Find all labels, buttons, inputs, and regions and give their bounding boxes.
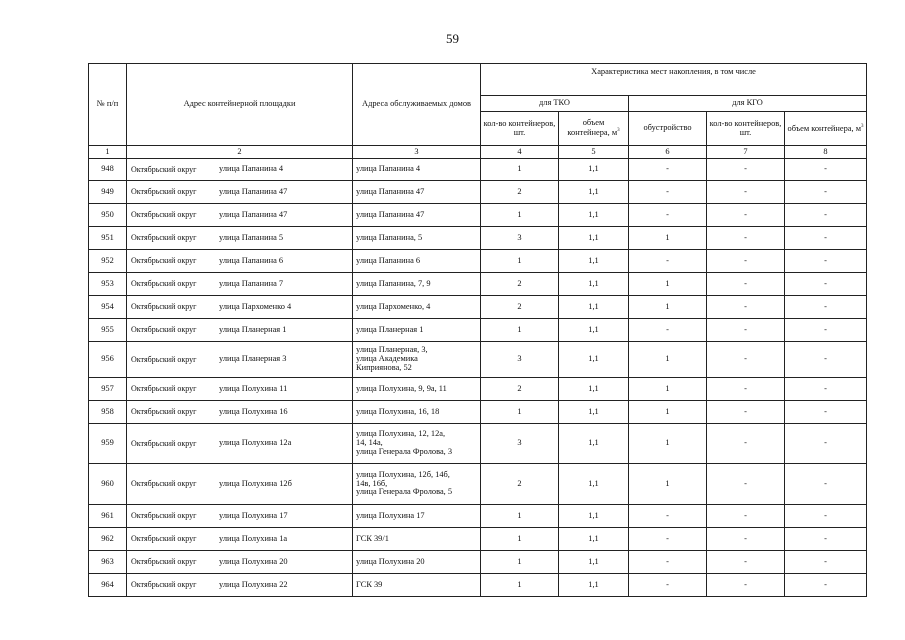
- table-row: [89, 464, 867, 505]
- street-label: улица Планерная 1: [219, 324, 287, 334]
- kgo-arrangement-cell: -: [629, 159, 707, 181]
- column-number: 4: [481, 146, 559, 159]
- street-label: улица Полухина 1а: [219, 533, 288, 543]
- served-houses-cell: улица Полухина, 12, 12а, 14, 14а, улица Генерала Фролова, 3: [353, 424, 481, 464]
- served-houses-cell: улица Пархоменко, 4: [353, 296, 481, 319]
- kgo-volume-cell: -: [785, 273, 867, 296]
- table-row: [89, 204, 867, 227]
- tko-volume-cell: 1,1: [559, 250, 629, 273]
- table-row: [89, 378, 867, 401]
- tko-volume-cell: 1,1: [559, 551, 629, 574]
- tko-count-cell: 1: [481, 505, 559, 528]
- served-houses-cell: улица Папанина 6: [353, 250, 481, 273]
- header-served-houses: Адреса обслуживаемых домов: [353, 64, 481, 146]
- kgo-arrangement-cell: 1: [629, 296, 707, 319]
- tko-volume-cell: 1,1: [559, 378, 629, 401]
- okrug-label: Октябрьский округ: [131, 407, 197, 417]
- tko-count-cell: 1: [481, 159, 559, 181]
- row-number: 962: [89, 528, 127, 551]
- table-row: [89, 159, 867, 181]
- site-address-cell: [127, 401, 353, 424]
- tko-volume-cell: 1,1: [559, 227, 629, 250]
- kgo-count-cell: -: [707, 159, 785, 181]
- kgo-volume-cell: -: [785, 227, 867, 250]
- row-number: 949: [89, 181, 127, 204]
- kgo-volume-cell: -: [785, 464, 867, 505]
- okrug-label: Октябрьский округ: [131, 233, 197, 243]
- tko-count-cell: 3: [481, 342, 559, 378]
- row-number: 964: [89, 574, 127, 597]
- header-kgo: для КГО: [629, 96, 867, 112]
- tko-volume-cell: 1,1: [559, 204, 629, 227]
- okrug-label: Октябрьский округ: [131, 479, 197, 489]
- table-row: [89, 227, 867, 250]
- kgo-volume-cell: -: [785, 401, 867, 424]
- okrug-label: Октябрьский округ: [131, 210, 197, 220]
- row-number: 948: [89, 159, 127, 181]
- column-number: 7: [707, 146, 785, 159]
- street-label: улица Пархоменко 4: [219, 301, 292, 311]
- tko-count-cell: 1: [481, 204, 559, 227]
- column-number: 2: [127, 146, 353, 159]
- tko-volume-cell: 1,1: [559, 296, 629, 319]
- street-label: улица Полухина 17: [219, 510, 288, 520]
- tko-volume-cell: 1,1: [559, 424, 629, 464]
- kgo-volume-cell: -: [785, 551, 867, 574]
- kgo-arrangement-cell: -: [629, 528, 707, 551]
- row-number: 960: [89, 464, 127, 505]
- okrug-label: Октябрьский округ: [131, 164, 197, 174]
- site-address-cell: [127, 342, 353, 378]
- tko-volume-cell: 1,1: [559, 401, 629, 424]
- tko-count-cell: 2: [481, 464, 559, 505]
- kgo-count-cell: -: [707, 273, 785, 296]
- site-address-cell: [127, 227, 353, 250]
- site-address-cell: [127, 204, 353, 227]
- kgo-count-cell: -: [707, 296, 785, 319]
- tko-volume-cell: 1,1: [559, 159, 629, 181]
- column-number-row: [89, 146, 867, 159]
- kgo-count-cell: -: [707, 528, 785, 551]
- street-label: улица Папанина 47: [219, 209, 288, 219]
- table-row: [89, 401, 867, 424]
- okrug-label: Октябрьский округ: [131, 279, 197, 289]
- header-kgo-volume: объем контейнера, $м^3$: [785, 112, 867, 146]
- header-num: № п/п: [89, 64, 127, 146]
- row-number: 955: [89, 319, 127, 342]
- kgo-volume-cell: -: [785, 378, 867, 401]
- tko-count-cell: 1: [481, 574, 559, 597]
- tko-volume-cell: 1,1: [559, 181, 629, 204]
- site-address-cell: [127, 181, 353, 204]
- street-label: улица Папанина 7: [219, 278, 284, 288]
- kgo-count-cell: -: [707, 342, 785, 378]
- kgo-arrangement-cell: 1: [629, 273, 707, 296]
- kgo-arrangement-cell: 1: [629, 424, 707, 464]
- kgo-arrangement-cell: -: [629, 551, 707, 574]
- tko-volume-cell: 1,1: [559, 528, 629, 551]
- okrug-label: Октябрьский округ: [131, 384, 197, 394]
- tko-count-cell: 1: [481, 551, 559, 574]
- kgo-volume-cell: -: [785, 296, 867, 319]
- row-number: 951: [89, 227, 127, 250]
- okrug-label: Октябрьский округ: [131, 534, 197, 544]
- kgo-volume-cell: -: [785, 250, 867, 273]
- site-address-cell: [127, 319, 353, 342]
- kgo-arrangement-cell: 1: [629, 401, 707, 424]
- kgo-volume-cell: -: [785, 342, 867, 378]
- table-row: [89, 250, 867, 273]
- served-houses-cell: улица Полухина 17: [353, 505, 481, 528]
- kgo-count-cell: -: [707, 181, 785, 204]
- kgo-volume-cell: -: [785, 424, 867, 464]
- served-houses-cell: улица Планерная, 3, улица Академика Киприянова, 52: [353, 342, 481, 378]
- header-tko: для ТКО: [481, 96, 629, 112]
- street-label: улица Полухина 11: [219, 383, 288, 393]
- kgo-arrangement-cell: -: [629, 250, 707, 273]
- kgo-volume-cell: -: [785, 319, 867, 342]
- site-address-cell: [127, 574, 353, 597]
- okrug-label: Октябрьский округ: [131, 187, 197, 197]
- okrug-label: Октябрьский округ: [131, 557, 197, 567]
- header-kgo-count: кол-во контейнеров, шт.: [707, 112, 785, 146]
- table-row: [89, 424, 867, 464]
- header-kgo-arrangement: обустройство: [629, 112, 707, 146]
- served-houses-cell: улица Папанина 47: [353, 204, 481, 227]
- table-row: [89, 319, 867, 342]
- okrug-label: Октябрьский округ: [131, 511, 197, 521]
- street-label: улица Полухина 16: [219, 406, 288, 416]
- tko-volume-cell: 1,1: [559, 342, 629, 378]
- kgo-volume-cell: -: [785, 204, 867, 227]
- street-label: улица Полухина 12б: [219, 478, 292, 488]
- kgo-count-cell: -: [707, 574, 785, 597]
- kgo-volume-cell: -: [785, 528, 867, 551]
- column-number: 1: [89, 146, 127, 159]
- kgo-count-cell: -: [707, 551, 785, 574]
- served-houses-cell: улица Папанина, 5: [353, 227, 481, 250]
- kgo-arrangement-cell: 1: [629, 227, 707, 250]
- kgo-count-cell: -: [707, 227, 785, 250]
- page-number: 59: [446, 31, 459, 46]
- row-number: 959: [89, 424, 127, 464]
- kgo-volume-cell: -: [785, 505, 867, 528]
- tko-volume-cell: 1,1: [559, 319, 629, 342]
- kgo-arrangement-cell: -: [629, 574, 707, 597]
- table-row: [89, 528, 867, 551]
- street-label: улица Папанина 4: [219, 164, 284, 174]
- served-houses-cell: улица Полухина, 12б, 14б, 14в, 16б, улица Генерала Фролова, 5: [353, 464, 481, 505]
- site-address-cell: [127, 528, 353, 551]
- column-number: 3: [353, 146, 481, 159]
- kgo-count-cell: -: [707, 204, 785, 227]
- tko-count-cell: 2: [481, 273, 559, 296]
- kgo-arrangement-cell: -: [629, 319, 707, 342]
- site-address-cell: [127, 424, 353, 464]
- street-label: улица Планерная 3: [219, 354, 287, 364]
- row-number: 950: [89, 204, 127, 227]
- served-houses-cell: улица Планерная 1: [353, 319, 481, 342]
- table-row: [89, 296, 867, 319]
- street-label: улица Папанина 5: [219, 232, 284, 242]
- kgo-arrangement-cell: -: [629, 505, 707, 528]
- served-houses-cell: улица Папанина 4: [353, 159, 481, 181]
- table-row: [89, 273, 867, 296]
- row-number: 963: [89, 551, 127, 574]
- column-number: 6: [629, 146, 707, 159]
- tko-volume-cell: 1,1: [559, 273, 629, 296]
- site-address-cell: [127, 551, 353, 574]
- kgo-arrangement-cell: 1: [629, 342, 707, 378]
- row-number: 958: [89, 401, 127, 424]
- header-characteristic: Характеристика мест накопления, в том числе: [481, 64, 867, 96]
- okrug-label: Октябрьский округ: [131, 325, 197, 335]
- kgo-arrangement-cell: -: [629, 181, 707, 204]
- okrug-label: Октябрьский округ: [131, 580, 197, 590]
- header-site-address: Адрес контейнерной площадки: [127, 64, 353, 146]
- header-tko-count: кол-во контейнеров, шт.: [481, 112, 559, 146]
- street-label: улица Папанина 47: [219, 186, 288, 196]
- served-houses-cell: ГСК 39/1: [353, 528, 481, 551]
- served-houses-cell: улица Папанина 47: [353, 181, 481, 204]
- kgo-volume-cell: -: [785, 574, 867, 597]
- tko-volume-cell: 1,1: [559, 574, 629, 597]
- kgo-volume-cell: -: [785, 181, 867, 204]
- tko-count-cell: 1: [481, 401, 559, 424]
- table-row: [89, 574, 867, 597]
- kgo-arrangement-cell: -: [629, 204, 707, 227]
- row-number: 953: [89, 273, 127, 296]
- table-row: [89, 505, 867, 528]
- header-tko-volume: объем контейнера, $м^3$: [559, 112, 629, 146]
- street-label: улица Полухина 22: [219, 579, 288, 589]
- site-address-cell: [127, 296, 353, 319]
- site-address-cell: [127, 159, 353, 181]
- container-sites-table: [88, 63, 867, 597]
- tko-count-cell: 1: [481, 319, 559, 342]
- okrug-label: Октябрьский округ: [131, 256, 197, 266]
- tko-count-cell: 1: [481, 250, 559, 273]
- kgo-count-cell: -: [707, 505, 785, 528]
- tko-count-cell: 3: [481, 227, 559, 250]
- site-address-cell: [127, 505, 353, 528]
- site-address-cell: [127, 250, 353, 273]
- kgo-volume-cell: -: [785, 159, 867, 181]
- street-label: улица Папанина 6: [219, 255, 284, 265]
- table-row: [89, 551, 867, 574]
- column-number: 5: [559, 146, 629, 159]
- served-houses-cell: улица Полухина, 16, 18: [353, 401, 481, 424]
- kgo-count-cell: -: [707, 319, 785, 342]
- kgo-count-cell: -: [707, 424, 785, 464]
- okrug-label: Октябрьский округ: [131, 438, 197, 448]
- street-label: улица Полухина 12а: [219, 438, 292, 448]
- row-number: 961: [89, 505, 127, 528]
- okrug-label: Октябрьский округ: [131, 302, 197, 312]
- kgo-count-cell: -: [707, 378, 785, 401]
- kgo-count-cell: -: [707, 464, 785, 505]
- served-houses-cell: ГСК 39: [353, 574, 481, 597]
- served-houses-cell: улица Папанина, 7, 9: [353, 273, 481, 296]
- kgo-count-cell: -: [707, 401, 785, 424]
- site-address-cell: [127, 273, 353, 296]
- site-address-cell: [127, 464, 353, 505]
- kgo-count-cell: -: [707, 250, 785, 273]
- tko-count-cell: 2: [481, 378, 559, 401]
- tko-volume-cell: 1,1: [559, 464, 629, 505]
- served-houses-cell: улица Полухина 20: [353, 551, 481, 574]
- site-address-cell: [127, 378, 353, 401]
- tko-count-cell: 2: [481, 181, 559, 204]
- row-number: 952: [89, 250, 127, 273]
- tko-count-cell: 3: [481, 424, 559, 464]
- tko-volume-cell: 1,1: [559, 505, 629, 528]
- okrug-label: Октябрьский округ: [131, 354, 197, 364]
- served-houses-cell: улица Полухина, 9, 9а, 11: [353, 378, 481, 401]
- row-number: 954: [89, 296, 127, 319]
- tko-count-cell: 2: [481, 296, 559, 319]
- row-number: 957: [89, 378, 127, 401]
- kgo-arrangement-cell: 1: [629, 464, 707, 505]
- table-row: [89, 342, 867, 378]
- street-label: улица Полухина 20: [219, 556, 288, 566]
- row-number: 956: [89, 342, 127, 378]
- kgo-arrangement-cell: 1: [629, 378, 707, 401]
- tko-count-cell: 1: [481, 528, 559, 551]
- column-number: 8: [785, 146, 867, 159]
- table-row: [89, 181, 867, 204]
